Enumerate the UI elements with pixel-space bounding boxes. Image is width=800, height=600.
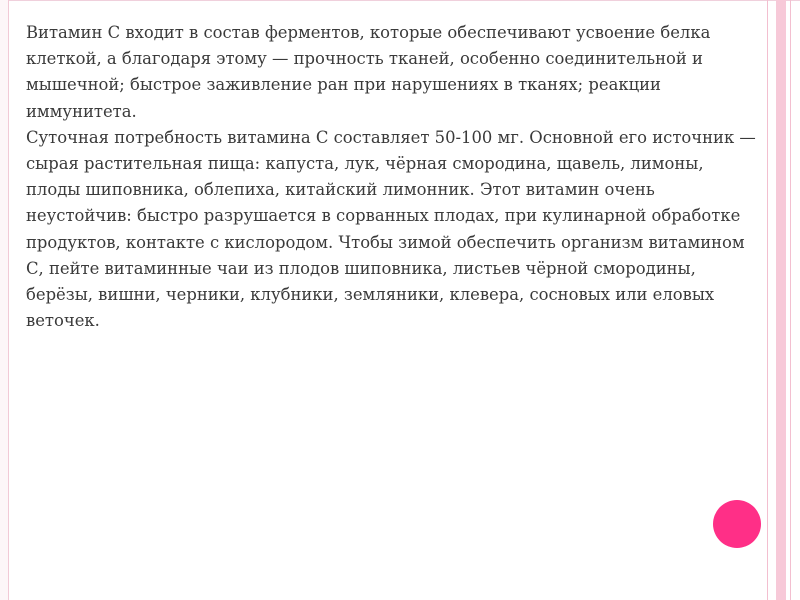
frame-top-border (0, 0, 800, 1)
bullet-paragraph (8, 20, 763, 125)
paragraph-daily-requirement: Суточная потребность витамина С составляет 50-100 мг. Основной его источник — сырая растительная пища: капуста, лук, чёрная смородина, щавель, лимоны, плоды шиповника, облепиха, китайский лимонник. Этот витамин очень неустойчив: быстро разрушается в сорванных плодах, при кулинарной обработке продуктов, контакте с кислородом. Чтобы зимой обеспечить организм витамином С, пейте витаминные чаи из плодов шиповника, листьев чёрной смородины, берёзы, вишни, черники, клубники, земляники, клевера, сосновых или еловых веточек. (26, 127, 756, 331)
paragraph-vitamin-c-function: Витамин С входит в состав ферментов, которые обеспечивают усвоение белка клеткой, а благодаря этому — прочность тканей, особенно соединительной и мышечной; быстрое заживление ран при нарушениях в тканях; реакции иммунитета. (26, 23, 711, 121)
frame-right-band (776, 0, 786, 600)
pink-circle-decoration (713, 500, 761, 548)
bullet-icon (8, 20, 26, 125)
frame-right-line-inner (790, 0, 791, 600)
slide-text-body (8, 20, 763, 334)
frame-right-line-outer (767, 0, 768, 600)
